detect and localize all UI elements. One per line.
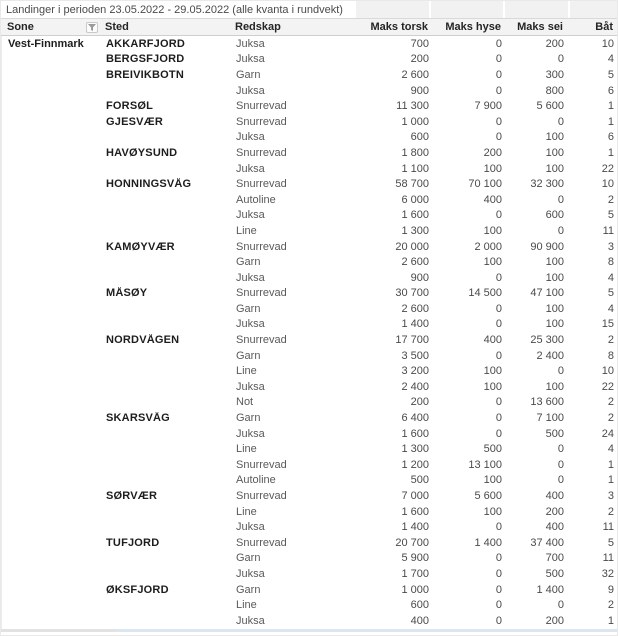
cell-maks-torsk[interactable]: 20 000 <box>395 240 429 253</box>
cell-maks-sei[interactable]: 37 400 <box>530 536 564 549</box>
cell-maks-hyse[interactable]: 0 <box>495 552 502 565</box>
cell-maks-torsk[interactable]: 6 400 <box>401 412 429 425</box>
horizontal-scrollbar[interactable] <box>1 629 618 632</box>
cell-maks-hyse[interactable]: 0 <box>495 599 502 612</box>
cell-maks-sei[interactable]: 47 100 <box>530 287 564 300</box>
cell-sted[interactable]: HONNINGSVÅG <box>106 178 192 191</box>
table-header-row <box>1 19 617 36</box>
cell-bat[interactable]: 4 <box>607 302 614 315</box>
cell-maks-sei[interactable]: 25 300 <box>530 334 564 347</box>
cell-maks-torsk[interactable]: 17 700 <box>395 334 429 347</box>
cell-bat[interactable]: 22 <box>601 380 614 393</box>
cell-maks-sei[interactable]: 500 <box>545 567 564 580</box>
cell-maks-torsk[interactable]: 2 400 <box>401 380 429 393</box>
cell-maks-torsk[interactable]: 20 700 <box>395 536 429 549</box>
cell-maks-sei[interactable]: 500 <box>545 427 564 440</box>
column-header-maks-sei[interactable]: Maks sei <box>517 21 563 33</box>
cell-maks-hyse[interactable]: 100 <box>483 505 502 518</box>
table-row[interactable] <box>2 83 617 99</box>
cell-maks-torsk[interactable]: 58 700 <box>395 178 429 191</box>
table-row[interactable] <box>2 535 617 551</box>
cell-bat[interactable]: 1 <box>607 100 614 113</box>
cell-maks-sei[interactable]: 700 <box>545 552 564 565</box>
table-row[interactable] <box>2 36 617 52</box>
cell-maks-hyse[interactable]: 100 <box>483 256 502 269</box>
cell-maks-torsk[interactable]: 1 000 <box>401 115 429 128</box>
cell-bat[interactable]: 5 <box>607 536 614 549</box>
cell-bat[interactable]: 2 <box>607 599 614 612</box>
visual-title: Landinger i perioden 23.05.2022 - 29.05.2022 (alle kvanta i rundvekt) <box>6 3 343 16</box>
cell-maks-torsk[interactable]: 1 300 <box>401 443 429 456</box>
cell-maks-torsk[interactable]: 7 000 <box>401 490 429 503</box>
cell-maks-hyse[interactable]: 0 <box>495 521 502 534</box>
table-row[interactable] <box>2 426 617 442</box>
table-row[interactable] <box>2 488 617 504</box>
table-row[interactable] <box>2 52 617 68</box>
cell-redskap[interactable]: Juksa <box>236 209 265 222</box>
table-row[interactable] <box>2 379 617 395</box>
cell-bat[interactable]: 3 <box>607 490 614 503</box>
cell-maks-sei[interactable]: 0 <box>557 365 564 378</box>
cell-bat[interactable]: 6 <box>607 84 614 97</box>
cell-maks-torsk[interactable]: 600 <box>410 131 429 144</box>
cell-bat[interactable]: 10 <box>601 365 614 378</box>
column-header-maks-hyse[interactable]: Maks hyse <box>445 21 501 33</box>
cell-maks-hyse[interactable]: 0 <box>495 412 502 425</box>
table-row[interactable] <box>2 67 617 83</box>
cell-sted[interactable]: AKKARFJORD <box>106 37 185 50</box>
cell-bat[interactable]: 4 <box>607 271 614 284</box>
cell-maks-torsk[interactable]: 5 900 <box>401 552 429 565</box>
cell-redskap[interactable]: Line <box>236 505 257 518</box>
cell-maks-torsk[interactable]: 1 400 <box>401 521 429 534</box>
cell-bat[interactable]: 32 <box>601 567 614 580</box>
cell-maks-sei[interactable]: 100 <box>545 131 564 144</box>
cell-maks-hyse[interactable]: 0 <box>495 349 502 362</box>
cell-maks-hyse[interactable]: 0 <box>495 427 502 440</box>
cell-maks-sei[interactable]: 5 600 <box>536 100 564 113</box>
cell-maks-sei[interactable]: 100 <box>545 271 564 284</box>
table-row[interactable] <box>2 582 617 598</box>
cell-maks-torsk[interactable]: 1 300 <box>401 224 429 237</box>
cell-bat[interactable]: 2 <box>607 412 614 425</box>
cell-maks-sei[interactable]: 800 <box>545 84 564 97</box>
visual-title-row <box>1 1 617 19</box>
cell-bat[interactable]: 5 <box>607 287 614 300</box>
cell-maks-sei[interactable]: 13 600 <box>530 396 564 409</box>
table-row[interactable] <box>2 348 617 364</box>
cell-maks-hyse[interactable]: 0 <box>495 567 502 580</box>
cell-maks-sei[interactable]: 100 <box>545 162 564 175</box>
cell-maks-sei[interactable]: 2 400 <box>536 349 564 362</box>
cell-redskap[interactable]: Snurrevad <box>236 490 287 503</box>
cell-sted[interactable]: MÅSØY <box>106 287 148 300</box>
cell-redskap[interactable]: Garn <box>236 256 261 269</box>
cell-maks-torsk[interactable]: 1 800 <box>401 146 429 159</box>
cell-maks-hyse[interactable]: 5 600 <box>474 490 502 503</box>
filter-icon[interactable] <box>86 22 98 33</box>
cell-maks-hyse[interactable]: 0 <box>495 583 502 596</box>
cell-maks-torsk[interactable]: 3 500 <box>401 349 429 362</box>
cell-maks-hyse[interactable]: 100 <box>483 365 502 378</box>
cell-maks-torsk[interactable]: 1 100 <box>401 162 429 175</box>
cell-maks-hyse[interactable]: 14 500 <box>468 287 502 300</box>
cell-maks-sei[interactable]: 0 <box>557 115 564 128</box>
table-row[interactable] <box>2 223 617 239</box>
cell-maks-sei[interactable]: 0 <box>557 599 564 612</box>
cell-redskap[interactable]: Not <box>236 396 254 409</box>
cell-maks-sei[interactable]: 0 <box>557 224 564 237</box>
cell-sted[interactable]: TUFJORD <box>106 536 160 549</box>
cell-sted[interactable]: NORDVÅGEN <box>106 334 180 347</box>
cell-maks-torsk[interactable]: 400 <box>410 614 429 627</box>
cell-maks-sei[interactable]: 300 <box>545 68 564 81</box>
cell-redskap[interactable]: Snurrevad <box>236 100 287 113</box>
cell-maks-sei[interactable]: 32 300 <box>530 178 564 191</box>
cell-bat[interactable]: 8 <box>607 256 614 269</box>
column-header-redskap[interactable]: Redskap <box>235 21 281 33</box>
cell-maks-sei[interactable]: 100 <box>545 146 564 159</box>
table-row[interactable] <box>2 410 617 426</box>
cell-maks-torsk[interactable]: 2 600 <box>401 256 429 269</box>
cell-redskap[interactable]: Juksa <box>236 53 265 66</box>
cell-maks-hyse[interactable]: 0 <box>495 271 502 284</box>
cell-redskap[interactable]: Juksa <box>236 427 265 440</box>
cell-redskap[interactable]: Juksa <box>236 162 265 175</box>
column-header-maks-torsk[interactable]: Maks torsk <box>370 21 428 33</box>
title-spacer-sei <box>503 1 568 18</box>
cell-redskap[interactable]: Snurrevad <box>236 536 287 549</box>
cell-redskap[interactable]: Juksa <box>236 271 265 284</box>
cell-redskap[interactable]: Juksa <box>236 521 265 534</box>
cell-redskap[interactable]: Garn <box>236 412 261 425</box>
cell-maks-hyse[interactable]: 0 <box>495 37 502 50</box>
cell-maks-torsk[interactable]: 600 <box>410 599 429 612</box>
cell-maks-torsk[interactable]: 1 000 <box>401 583 429 596</box>
cell-maks-torsk[interactable]: 1 600 <box>401 209 429 222</box>
cell-redskap[interactable]: Garn <box>236 68 261 81</box>
cell-maks-sei[interactable]: 200 <box>545 37 564 50</box>
table-row[interactable] <box>2 363 617 379</box>
cell-redskap[interactable]: Juksa <box>236 380 265 393</box>
table-row[interactable] <box>2 597 617 613</box>
title-spacer-bat <box>568 1 618 18</box>
table-row[interactable] <box>2 98 617 114</box>
table-row[interactable] <box>2 130 617 146</box>
cell-maks-sei[interactable]: 0 <box>557 53 564 66</box>
cell-maks-hyse[interactable]: 0 <box>495 68 502 81</box>
cell-bat[interactable]: 5 <box>607 68 614 81</box>
cell-bat[interactable]: 9 <box>607 583 614 596</box>
cell-bat[interactable]: 15 <box>601 318 614 331</box>
cell-sted[interactable]: GJESVÆR <box>106 115 164 128</box>
cell-maks-torsk[interactable]: 11 300 <box>396 100 429 113</box>
cell-maks-torsk[interactable]: 2 600 <box>401 68 429 81</box>
cell-redskap[interactable]: Snurrevad <box>236 115 287 128</box>
cell-maks-hyse[interactable]: 0 <box>495 84 502 97</box>
cell-bat[interactable]: 10 <box>601 37 614 50</box>
title-spacer-hyse <box>429 1 503 18</box>
table-row[interactable] <box>2 301 617 317</box>
cell-maks-hyse[interactable]: 500 <box>483 443 502 456</box>
cell-redskap[interactable]: Snurrevad <box>236 458 287 471</box>
cell-maks-sei[interactable]: 100 <box>545 256 564 269</box>
table-row[interactable] <box>2 551 617 567</box>
cell-maks-sei[interactable]: 600 <box>545 209 564 222</box>
table-body <box>1 36 617 629</box>
cell-sone[interactable]: Vest-Finnmark <box>8 37 84 50</box>
cell-redskap[interactable]: Autoline <box>236 193 276 206</box>
table-row[interactable] <box>2 395 617 411</box>
cell-redskap[interactable]: Juksa <box>236 318 265 331</box>
cell-maks-torsk[interactable]: 900 <box>410 271 429 284</box>
cell-maks-torsk[interactable]: 1 400 <box>401 318 429 331</box>
cell-maks-hyse[interactable]: 100 <box>483 380 502 393</box>
cell-redskap[interactable]: Line <box>236 365 257 378</box>
cell-redskap[interactable]: Snurrevad <box>236 287 287 300</box>
table-row[interactable] <box>2 457 617 473</box>
cell-maks-sei[interactable]: 100 <box>545 380 564 393</box>
table-row[interactable] <box>2 145 617 161</box>
cell-redskap[interactable]: Garn <box>236 583 261 596</box>
cell-maks-sei[interactable]: 200 <box>545 505 564 518</box>
cell-maks-sei[interactable]: 90 900 <box>530 240 564 253</box>
cell-maks-hyse[interactable]: 0 <box>495 302 502 315</box>
cell-redskap[interactable]: Juksa <box>236 84 265 97</box>
cell-sted[interactable]: BERGSFJORD <box>106 53 185 66</box>
table-row[interactable] <box>2 176 617 192</box>
cell-maks-hyse[interactable]: 400 <box>483 193 502 206</box>
column-header-bat[interactable]: Båt <box>595 21 613 33</box>
cell-maks-torsk[interactable]: 1 600 <box>401 427 429 440</box>
table-row[interactable] <box>2 192 617 208</box>
cell-maks-torsk[interactable]: 1 700 <box>401 567 429 580</box>
cell-redskap[interactable]: Juksa <box>236 37 265 50</box>
cell-bat[interactable]: 1 <box>607 614 614 627</box>
cell-bat[interactable]: 24 <box>601 427 614 440</box>
cell-maks-hyse[interactable]: 100 <box>483 224 502 237</box>
cell-bat[interactable]: 11 <box>602 552 614 565</box>
cell-redskap[interactable]: Line <box>236 224 257 237</box>
cell-maks-hyse[interactable]: 0 <box>495 318 502 331</box>
table-row[interactable] <box>2 254 617 270</box>
cell-maks-torsk[interactable]: 900 <box>410 84 429 97</box>
cell-redskap[interactable]: Snurrevad <box>236 334 287 347</box>
table-row[interactable] <box>2 270 617 286</box>
cell-redskap[interactable]: Garn <box>236 552 261 565</box>
cell-bat[interactable]: 1 <box>607 474 614 487</box>
cell-maks-sei[interactable]: 1 400 <box>536 583 564 596</box>
table-row[interactable] <box>2 441 617 457</box>
table-row[interactable] <box>2 504 617 520</box>
cell-bat[interactable]: 4 <box>607 53 614 66</box>
cell-maks-hyse[interactable]: 0 <box>495 396 502 409</box>
cell-bat[interactable]: 22 <box>601 162 614 175</box>
table-row[interactable] <box>2 208 617 224</box>
cell-maks-torsk[interactable]: 2 600 <box>401 302 429 315</box>
cell-redskap[interactable]: Line <box>236 599 257 612</box>
cell-redskap[interactable]: Line <box>236 443 257 456</box>
cell-bat[interactable]: 11 <box>602 521 614 534</box>
table-row[interactable] <box>2 286 617 302</box>
cell-bat[interactable]: 2 <box>607 505 614 518</box>
cell-sted[interactable]: HAVØYSUND <box>106 146 178 159</box>
cell-maks-hyse[interactable]: 100 <box>483 474 502 487</box>
cell-bat[interactable]: 10 <box>601 178 614 191</box>
cell-maks-sei[interactable]: 0 <box>557 193 564 206</box>
cell-bat[interactable]: 2 <box>607 193 614 206</box>
cell-maks-torsk[interactable]: 3 200 <box>401 365 429 378</box>
cell-maks-torsk[interactable]: 200 <box>410 396 429 409</box>
scrollbar-thumb[interactable] <box>1 629 116 632</box>
cell-maks-sei[interactable]: 0 <box>557 458 564 471</box>
cell-redskap[interactable]: Juksa <box>236 131 265 144</box>
cell-maks-hyse[interactable]: 100 <box>483 162 502 175</box>
cell-maks-hyse[interactable]: 0 <box>495 53 502 66</box>
cell-maks-sei[interactable]: 0 <box>557 443 564 456</box>
cell-maks-hyse[interactable]: 7 900 <box>474 100 502 113</box>
column-header-sted[interactable]: Sted <box>105 21 129 33</box>
cell-redskap[interactable]: Garn <box>236 302 261 315</box>
cell-maks-hyse[interactable]: 200 <box>483 146 502 159</box>
title-spacer-torsk <box>354 1 429 18</box>
cell-maks-hyse[interactable]: 2 000 <box>474 240 502 253</box>
column-header-sone[interactable] <box>1 21 101 33</box>
cell-maks-sei[interactable]: 7 100 <box>536 412 564 425</box>
cell-bat[interactable]: 1 <box>607 458 614 471</box>
cell-maks-torsk[interactable]: 30 700 <box>395 287 429 300</box>
cell-maks-hyse[interactable]: 0 <box>495 209 502 222</box>
cell-sted[interactable]: FORSØL <box>106 100 154 113</box>
cell-maks-sei[interactable]: 0 <box>557 474 564 487</box>
cell-maks-torsk[interactable]: 500 <box>410 474 429 487</box>
cell-bat[interactable]: 5 <box>607 209 614 222</box>
cell-maks-torsk[interactable]: 6 000 <box>401 193 429 206</box>
cell-bat[interactable]: 1 <box>607 146 614 159</box>
table-row[interactable] <box>2 332 617 348</box>
cell-redskap[interactable]: Snurrevad <box>236 178 287 191</box>
table-row[interactable] <box>2 566 617 582</box>
cell-sted[interactable]: KAMØYVÆR <box>106 240 175 253</box>
cell-redskap[interactable]: Autoline <box>236 474 276 487</box>
cell-maks-sei[interactable]: 100 <box>545 318 564 331</box>
table-row[interactable] <box>2 161 617 177</box>
column-header-sone-label: Sone <box>7 21 34 33</box>
cell-maks-hyse[interactable]: 400 <box>483 334 502 347</box>
cell-maks-torsk[interactable]: 1 200 <box>401 458 429 471</box>
cell-bat[interactable]: 2 <box>607 396 614 409</box>
cell-redskap[interactable]: Juksa <box>236 614 265 627</box>
cell-bat[interactable]: 8 <box>607 349 614 362</box>
cell-maks-hyse[interactable]: 0 <box>495 115 502 128</box>
cell-maks-hyse[interactable]: 0 <box>495 614 502 627</box>
cell-maks-hyse[interactable]: 0 <box>495 131 502 144</box>
table-row[interactable] <box>2 239 617 255</box>
cell-sted[interactable]: SKARSVÅG <box>106 412 170 425</box>
cell-maks-hyse[interactable]: 70 100 <box>468 178 502 191</box>
cell-sted[interactable]: ØKSFJORD <box>106 583 169 596</box>
cell-maks-sei[interactable]: 400 <box>545 521 564 534</box>
table-row[interactable] <box>2 473 617 489</box>
table-row[interactable] <box>2 317 617 333</box>
cell-redskap[interactable]: Snurrevad <box>236 146 287 159</box>
cell-bat[interactable]: 6 <box>607 131 614 144</box>
cell-sted[interactable]: SØRVÆR <box>106 490 158 503</box>
cell-bat[interactable]: 11 <box>602 224 614 237</box>
cell-bat[interactable]: 3 <box>607 240 614 253</box>
cell-maks-hyse[interactable]: 1 400 <box>474 536 502 549</box>
table-row[interactable] <box>2 519 617 535</box>
cell-sted[interactable]: BREIVIKBOTN <box>106 68 184 81</box>
cell-maks-hyse[interactable]: 13 100 <box>468 458 502 471</box>
cell-maks-torsk[interactable]: 700 <box>410 37 429 50</box>
cell-redskap[interactable]: Snurrevad <box>236 240 287 253</box>
table-row[interactable] <box>2 114 617 130</box>
table-row[interactable] <box>2 613 617 629</box>
cell-bat[interactable]: 4 <box>607 443 614 456</box>
cell-bat[interactable]: 2 <box>607 334 614 347</box>
cell-maks-sei[interactable]: 400 <box>545 490 564 503</box>
cell-redskap[interactable]: Garn <box>236 349 261 362</box>
scrollbar-track[interactable] <box>116 629 618 632</box>
cell-maks-torsk[interactable]: 1 600 <box>401 505 429 518</box>
cell-maks-sei[interactable]: 200 <box>545 614 564 627</box>
cell-bat[interactable]: 1 <box>607 115 614 128</box>
cell-maks-sei[interactable]: 100 <box>545 302 564 315</box>
cell-redskap[interactable]: Juksa <box>236 567 265 580</box>
cell-maks-torsk[interactable]: 200 <box>410 53 429 66</box>
